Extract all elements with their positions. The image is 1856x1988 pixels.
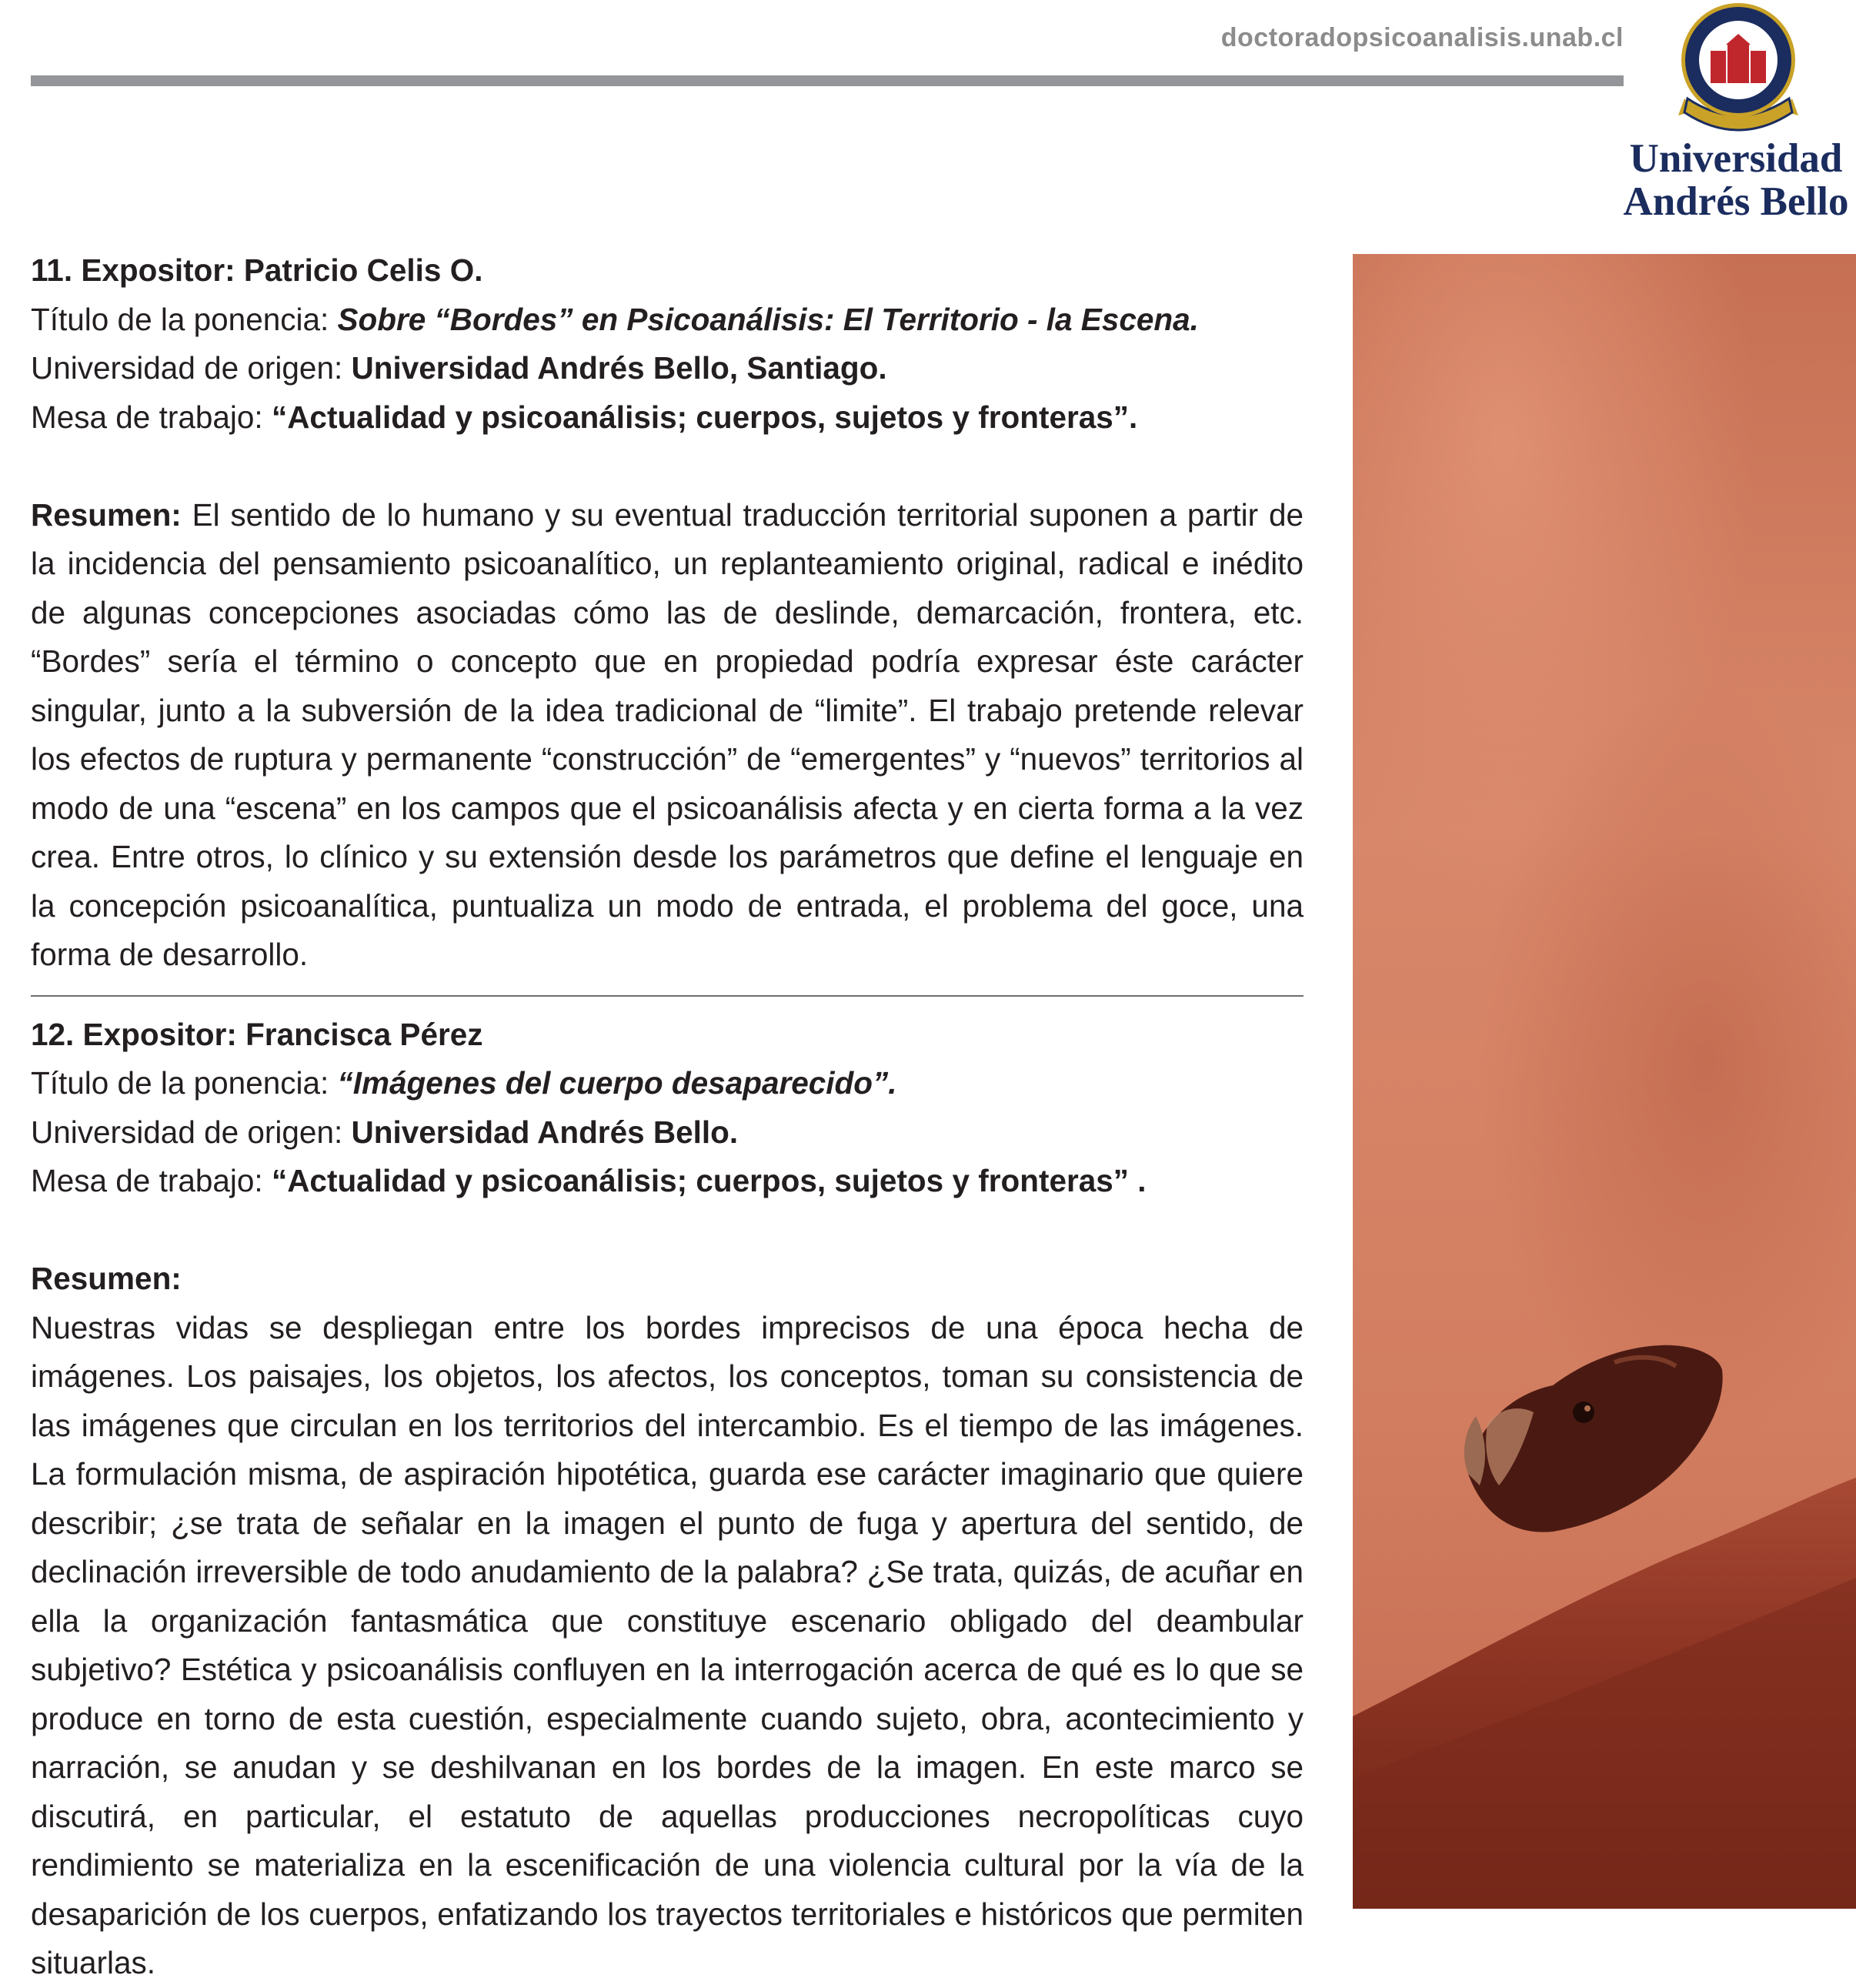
entry-heading: 11. Expositor: Patricio Celis O. xyxy=(31,252,483,288)
header-rule xyxy=(31,75,1624,86)
summary-label: Resumen: xyxy=(31,1261,182,1296)
decorative-painting xyxy=(1353,254,1856,1909)
wordmark-line-2: Andrés Bello xyxy=(1623,179,1849,224)
work-table-row xyxy=(31,1157,1304,1206)
talk-title-label: Título de la ponencia: xyxy=(31,1065,338,1101)
university-value: Universidad Andrés Bello, Santiago. xyxy=(351,350,887,386)
talk-title-row xyxy=(31,1059,1304,1108)
entry-11 xyxy=(31,246,1304,980)
university-logo xyxy=(1616,0,1856,231)
talk-title-value: Sobre “Bordes” en Psicoanálisis: El Territorio - la Escena. xyxy=(337,301,1199,337)
work-table-row xyxy=(31,393,1304,443)
university-label: Universidad de origen: xyxy=(31,350,352,386)
university-row xyxy=(31,1108,1304,1158)
talk-title-value: “Imágenes del cuerpo desaparecido”. xyxy=(337,1065,897,1101)
summary-label: Resumen: xyxy=(31,496,182,533)
entry-divider xyxy=(31,995,1304,997)
summary-text: El sentido de lo humano y su eventual traducción territorial suponen a partir de la incidencia del pensamiento psicoanalítico, un replanteamiento original, radical e inédito de algunas concepciones asociadas cómo las de deslinde, demarcación, frontera, etc. “Bordes” sería el término o concepto que en propiedad podría expresar éste carácter singular, junto a la subversión de la idea tradicional de “limite”. El trabajo pretende relevar los efectos de ruptura y permanente “construcción” de “emergentes” y “nuevos” territorios al modo de una “escena” en los campos que el psicoanálisis afecta y en cierta forma a la vez crea. Entre otros, lo clínico y su extensión desde los parámetros que define el lenguaje en la concepción psicoanalítica, puntualiza un modo de entrada, el problema del goce, una forma de desarrollo. xyxy=(31,496,1304,972)
document-body xyxy=(31,246,1304,1988)
entry-heading: 12. Expositor: Francisca Pérez xyxy=(31,1016,483,1052)
entry-12 xyxy=(31,1011,1304,1988)
summary-paragraph xyxy=(31,491,1304,980)
work-table-label: Mesa de trabajo: xyxy=(31,1163,272,1198)
university-wordmark xyxy=(1616,137,1856,223)
work-table-value: “Actualidad y psicoanálisis; cuerpos, sujetos y fronteras” . xyxy=(271,1163,1147,1198)
site-url[interactable]: doctoradopsicoanalisis.unab.cl xyxy=(1220,23,1624,52)
university-label: Universidad de origen: xyxy=(31,1114,352,1150)
work-table-value: “Actualidad y psicoanálisis; cuerpos, sujetos y fronteras”. xyxy=(271,399,1138,435)
wordmark-line-1: Universidad xyxy=(1629,136,1843,181)
talk-title-row xyxy=(31,296,1304,345)
summary-paragraph: Nuestras vidas se despliegan entre los bordes imprecisos de una época hecha de imágenes. Los paisajes, los objetos, los afectos, los conceptos, toman su consistencia de las imágenes que circulan en los territorios del intercambio. Es el tiempo de las imágenes. La formulación misma, de aspiración hipotética, guarda ese carácter imaginario que quiere describir; ¿se trata de señalar en la imagen el punto de fuga y apertura del sentido, de declinación irreversible de todo anudamiento de la palabra? ¿Se trata, quizás, de acuñar en ella la organización fantasmática que constituye escenario obligado del deambular subjetivo? Estética y psicoanálisis confluyen en la interrogación acerca de qué es lo que se produce en torno de esta cuestión, especialmente cuando sujeto, obra, acontecimiento y narración, se anudan y se deshilvanan en los bordes de la imagen. En este marco se discutirá, en particular, el estatuto de aquellas producciones necropolíticas cuyo rendimiento se materializa en la escenificación de una violencia cultural por la vía de la desaparición de los cuerpos, enfatizando los trayectos territoriales e históricos que permiten situarlas. xyxy=(31,1309,1304,1980)
work-table-label: Mesa de trabajo: xyxy=(31,399,272,435)
talk-title-label: Título de la ponencia: xyxy=(31,301,338,337)
university-row xyxy=(31,344,1304,393)
university-seal-icon xyxy=(1677,0,1800,135)
university-value: Universidad Andrés Bello. xyxy=(351,1114,739,1150)
